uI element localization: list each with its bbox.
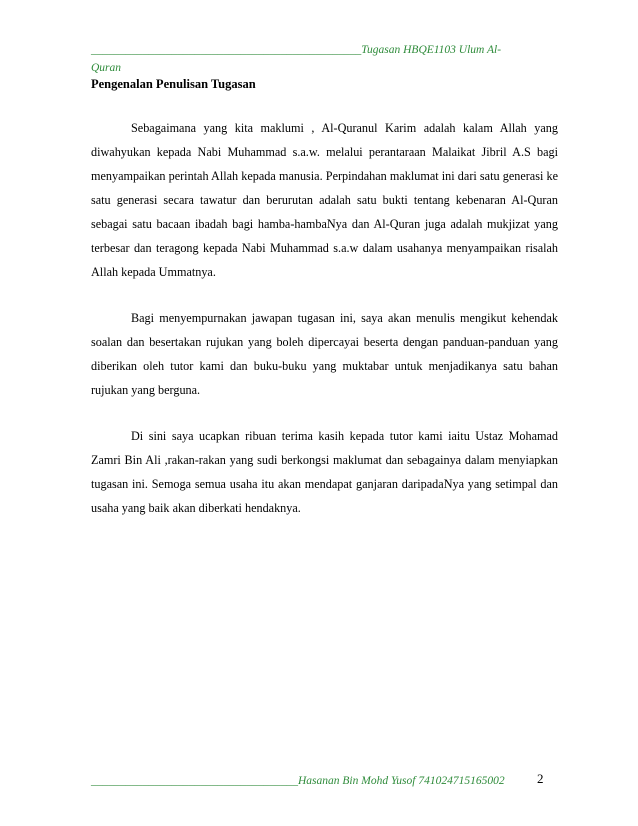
paragraph-intro: Sebagaimana yang kita maklumi , Al-Quranul Karim adalah kalam Allah yang diwahyukan kepada Nabi Muhammad s.a.w. melalui perantaraan Malaikat Jibril A.S bagi menyampaikan perintah Allah kepada manusia. Perpindahan maklumat ini dari satu generasi ke satu generasi secara tawatur dan berurutan adalah satu bukti tentang kebenaran Al-Quran sebagai satu bacaan ibadah bagi hamba-hambaNya dan Al-Quran juga adalah mukjizat yang terbesar dan teragong kepada Nabi Muhammad s.a.w dalam usahanya menyampaikan risalah Allah kepada Ummatnya. [91, 121, 558, 279]
section-title: Pengenalan Penulisan Tugasan [91, 77, 256, 91]
page-number: 2 [537, 771, 544, 786]
paragraph-acknowledgement: Di sini saya ucapkan ribuan terima kasih kepada tutor kami iaitu Ustaz Mohamad Zamri Bin Ali ,rakan-rakan yang sudi berkongsi maklumat dan sebagainya dalam menyiapkan tugasan ini. Semoga semua usaha itu akan mendapat ganjaran daripadaNya yang setimpal dan usaha yang baik akan diberkati hendaknya. [91, 429, 558, 515]
page-header: _______________________________________________Tugasan HBQE1103 Ulum Al-Quran [91, 44, 502, 74]
document-body [91, 116, 558, 542]
paragraph-approach: Bagi menyempurnakan jawapan tugasan ini, saya akan menulis mengikut kehendak soalan dan besertakan rujukan yang boleh dipercayai beserta dengan panduan-panduan yang diberikan oleh tutor kami dan buku-buku yang muktabar untuk menjadikanya satu bahan rujukan yang berguna. [91, 311, 558, 397]
page-footer: ____________________________________Hasanan Bin Mohd Yusof 741024715165002 [91, 775, 505, 787]
